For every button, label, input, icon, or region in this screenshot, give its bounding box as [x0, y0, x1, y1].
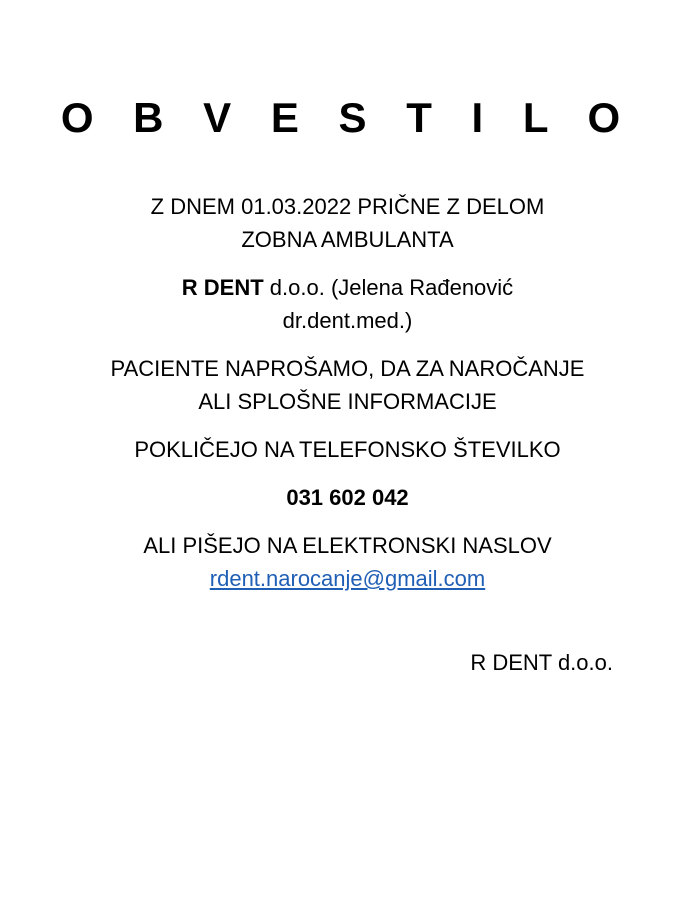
company-paragraph	[40, 271, 655, 337]
request-line-1: PACIENTE NAPROŠAMO, DA ZA NAROČANJE	[110, 356, 585, 381]
email-paragraph	[40, 529, 655, 595]
intro-paragraph	[40, 190, 655, 256]
intro-line-date: Z DNEM 01.03.2022 PRIČNE Z DELOM	[150, 194, 545, 219]
signature: R DENT d.o.o.	[470, 650, 613, 675]
intro-line-clinic: ZOBNA AMBULANTA	[241, 227, 454, 252]
phone-number: 031 602 042	[286, 485, 409, 510]
call-line: POKLIČEJO NA TELEFONSKO ŠTEVILKO	[134, 437, 561, 462]
notice-body	[40, 190, 655, 610]
company-title-line: dr.dent.med.)	[282, 308, 413, 333]
request-paragraph	[40, 352, 655, 418]
call-paragraph	[40, 433, 655, 466]
email-link[interactable]: rdent.narocanje@gmail.com	[209, 566, 486, 591]
company-details: d.o.o. (Jelena Rađenović	[263, 275, 514, 300]
email-intro-line: ALI PIŠEJO NA ELEKTRONSKI NASLOV	[143, 533, 552, 558]
phone-paragraph	[40, 481, 655, 514]
request-line-2: ALI SPLOŠNE INFORMACIJE	[198, 389, 497, 414]
notice-title: O B V E S T I L O	[60, 94, 635, 141]
company-line	[40, 271, 655, 304]
company-name-bold: R DENT	[181, 275, 264, 300]
